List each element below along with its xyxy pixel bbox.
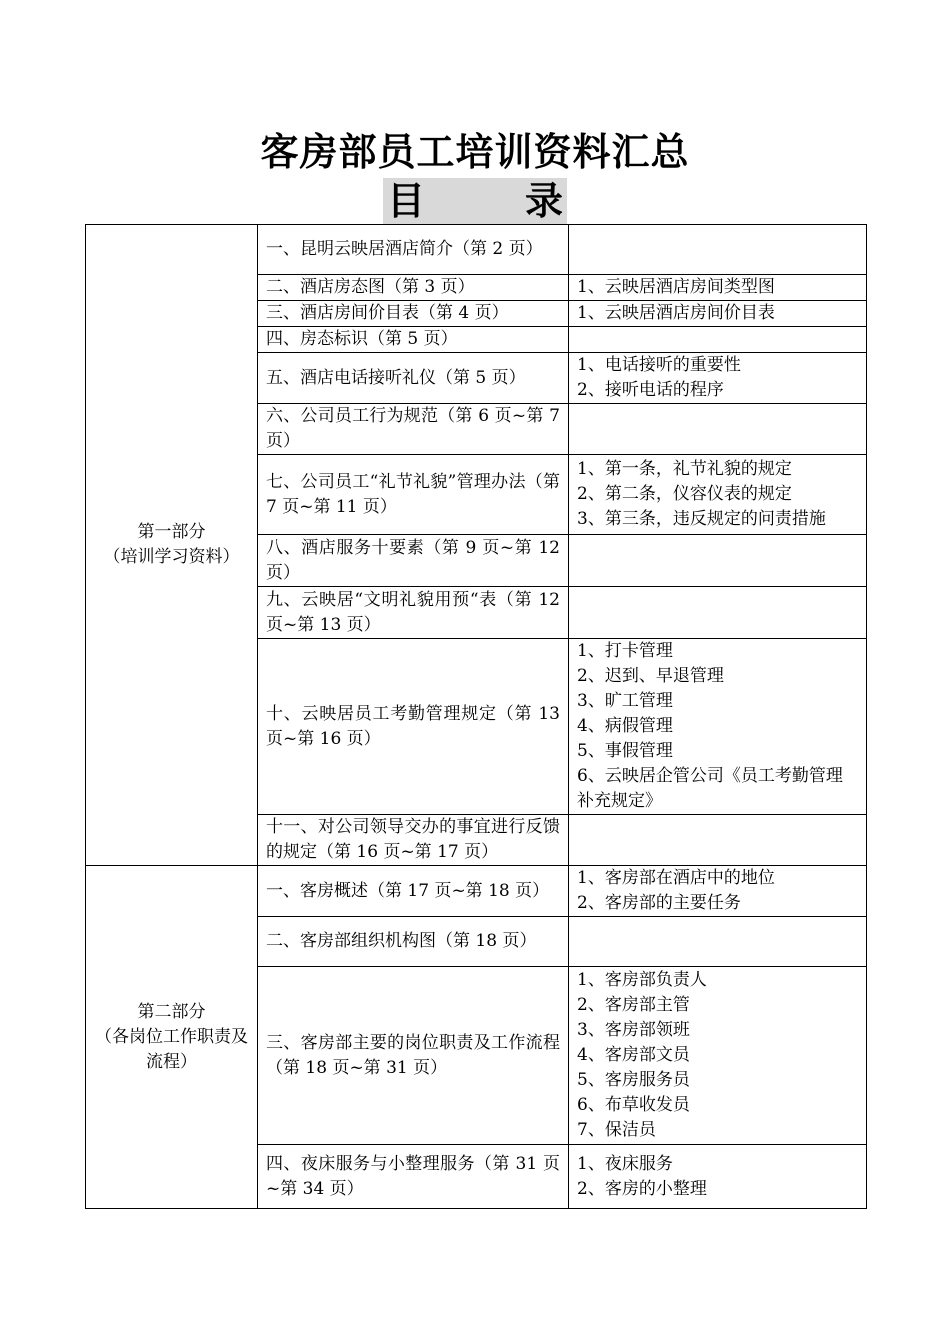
table-row	[86, 866, 867, 917]
section-cell: 八、酒店服务十要素（第 9 页~第 12 页）	[258, 535, 569, 587]
section-cell: 三、客房部主要的岗位职责及工作流程（第 18 页~第 31 页）	[258, 967, 569, 1145]
subitems-cell	[569, 301, 867, 327]
section-cell: 七、公司员工“礼节礼貌”管理办法（第 7 页~第 11 页）	[258, 455, 569, 535]
subitems-cell	[569, 225, 867, 275]
part-desc: （培训学习资料）	[103, 547, 240, 567]
subitem: 2、接听电话的程序	[577, 380, 724, 400]
subitem: 4、病假管理	[577, 716, 673, 736]
subitem: 4、客房部文员	[577, 1045, 690, 1065]
subitem: 6、布草收发员	[577, 1095, 690, 1115]
subitem: 1、云映居酒店房间价目表	[577, 303, 775, 323]
subitem: 5、客房服务员	[577, 1070, 690, 1090]
subitems-cell	[569, 455, 867, 535]
subitems-cell	[569, 353, 867, 404]
subitems-cell	[569, 639, 867, 815]
toc-heading-char-1: 目	[386, 178, 425, 223]
section-cell: 五、酒店电话接听礼仪（第 5 页）	[258, 353, 569, 404]
subitem: 1、夜床服务	[577, 1153, 673, 1174]
subitems-cell	[569, 815, 867, 866]
subitems-cell	[569, 967, 867, 1145]
section-cell: 四、房态标识（第 5 页）	[258, 327, 569, 353]
subitem: 2、客房的小整理	[577, 1178, 707, 1199]
toc-table	[85, 224, 867, 1209]
subitems-cell	[569, 404, 867, 455]
subitem: 1、电话接听的重要性	[577, 355, 741, 375]
part-desc: （各岗位工作职责及流程）	[95, 1026, 248, 1072]
subitem: 2、第二条，仪容仪表的规定	[577, 484, 792, 504]
part-2-cell	[86, 866, 258, 1209]
subitem: 1、云映居酒店房间类型图	[577, 277, 775, 297]
section-cell: 九、云映居“文明礼貌用预“表（第 12 页~第 13 页）	[258, 587, 569, 639]
subitems-cell	[569, 587, 867, 639]
subitem: 5、事假管理	[577, 741, 673, 761]
section-cell: 三、酒店房间价目表（第 4 页）	[258, 301, 569, 327]
section-cell: 十、云映居员工考勤管理规定（第 13 页~第 16 页）	[258, 639, 569, 815]
section-cell: 二、酒店房态图（第 3 页）	[258, 275, 569, 301]
part-name: 第二部分	[137, 1001, 206, 1022]
subitems-cell	[569, 535, 867, 587]
section-cell: 一、客房概述（第 17 页~第 18 页）	[258, 866, 569, 917]
section-cell: 十一、对公司领导交办的事宜进行反馈的规定（第 16 页~第 17 页）	[258, 815, 569, 866]
toc-heading-wrap	[0, 178, 950, 224]
subitem: 3、客房部领班	[577, 1020, 690, 1040]
document-title: 客房部员工培训资料汇总	[260, 129, 690, 174]
subitem: 1、客房部负责人	[577, 970, 707, 990]
subitem: 6、云映居企管公司《员工考勤管理补充规定》	[577, 766, 843, 811]
subitems-cell	[569, 1145, 867, 1209]
subitem: 2、客房部的主要任务	[577, 893, 741, 913]
subitems-cell	[569, 917, 867, 967]
subitem: 2、客房部主管	[577, 995, 690, 1015]
subitem: 7、保洁员	[577, 1120, 656, 1140]
section-cell: 六、公司员工行为规范（第 6 页~第 7 页）	[258, 404, 569, 455]
subitems-cell	[569, 275, 867, 301]
toc-heading	[383, 178, 567, 224]
subitem: 1、客房部在酒店中的地位	[577, 868, 775, 888]
subitem: 1、打卡管理	[577, 641, 673, 661]
table-row	[86, 225, 867, 275]
part-name: 第一部分	[137, 522, 206, 542]
toc-heading-char-2: 录	[525, 178, 564, 223]
subitem: 3、旷工管理	[577, 691, 673, 711]
part-1-cell	[86, 225, 258, 866]
subitems-cell	[569, 866, 867, 917]
subitem: 1、第一条，礼节礼貌的规定	[577, 459, 792, 479]
subitem: 3、第三条，违反规定的问责措施	[577, 509, 826, 529]
subitems-cell	[569, 327, 867, 353]
subitem: 2、迟到、早退管理	[577, 666, 724, 686]
section-cell: 一、昆明云映居酒店简介（第 2 页）	[258, 225, 569, 275]
section-cell: 二、客房部组织机构图（第 18 页）	[258, 917, 569, 967]
section-cell: 四、夜床服务与小整理服务（第 31 页~第 34 页）	[258, 1145, 569, 1209]
